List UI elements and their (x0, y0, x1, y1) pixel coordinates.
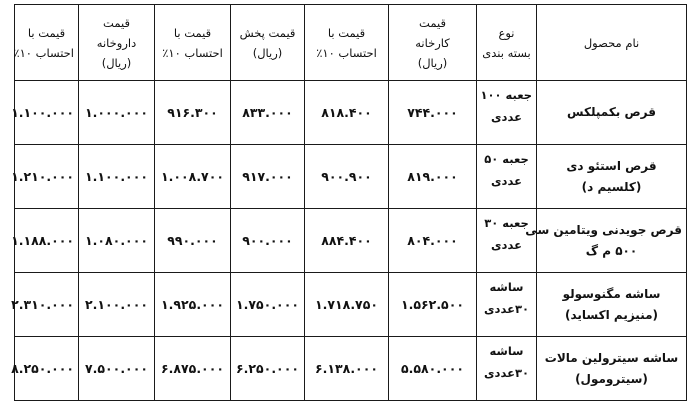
distribution-vat-cell: ۱.۹۲۵.۰۰۰ (155, 273, 231, 337)
pharmacy-vat-cell: ۱.۱۰۰.۰۰۰ (15, 81, 79, 145)
col-header-distribution-price: قیمت پخش (ریال) (231, 5, 305, 81)
price-table (11, 4, 687, 401)
packaging-cell: ساشه ۳۰عددی (477, 273, 537, 337)
pharmacy-vat-cell: ۱.۲۱۰.۰۰۰ (15, 145, 79, 209)
distribution-vat-cell: ۱.۰۰۸.۷۰۰ (155, 145, 231, 209)
pharmacy-price-cell: ۷.۵۰۰.۰۰۰ (79, 337, 155, 401)
col-header-factory-price: قیمت کارخانه (ریال) (389, 5, 477, 81)
table-row (15, 273, 687, 337)
distribution-price-cell: ۹۱۷.۰۰۰ (231, 145, 305, 209)
factory-vat-cell: ۱.۷۱۸.۷۵۰ (305, 273, 389, 337)
factory-vat-cell: ۹۰۰.۹۰۰ (305, 145, 389, 209)
col-header-distribution-vat: قیمت با احتساب ۱۰٪ (155, 5, 231, 81)
distribution-price-cell: ۱.۷۵۰.۰۰۰ (231, 273, 305, 337)
col-header-packaging: نوع بسته بندی (477, 5, 537, 81)
factory-price-cell: ۸۰۴.۰۰۰ (389, 209, 477, 273)
distribution-price-cell: ۶.۲۵۰.۰۰۰ (231, 337, 305, 401)
distribution-vat-cell: ۹۹۰.۰۰۰ (155, 209, 231, 273)
packaging-cell: جعبه ۱۰۰ عددی (477, 81, 537, 145)
pharmacy-price-cell: ۱.۰۰۰.۰۰۰ (79, 81, 155, 145)
table-row (15, 81, 687, 145)
col-header-product: نام محصول (537, 5, 687, 81)
table-row (15, 145, 687, 209)
distribution-vat-cell: ۹۱۶.۳۰۰ (155, 81, 231, 145)
table-row (15, 209, 687, 273)
factory-price-cell: ۷۴۴.۰۰۰ (389, 81, 477, 145)
product-name-cell: ساشه سیترولین مالات (سیترومول) (537, 337, 687, 401)
distribution-price-cell: ۹۰۰.۰۰۰ (231, 209, 305, 273)
distribution-vat-cell: ۶.۸۷۵.۰۰۰ (155, 337, 231, 401)
pharmacy-vat-cell: ۱.۱۸۸.۰۰۰ (15, 209, 79, 273)
packaging-cell: ساشه ۳۰عددی (477, 337, 537, 401)
product-name-cell: قرص استئو دی (کلسیم د) (537, 145, 687, 209)
pharmacy-price-cell: ۲.۱۰۰.۰۰۰ (79, 273, 155, 337)
factory-price-cell: ۸۱۹.۰۰۰ (389, 145, 477, 209)
factory-price-cell: ۱.۵۶۲.۵۰۰ (389, 273, 477, 337)
product-name-cell: ساشه مگنوسولو (منیزیم اکساید) (537, 273, 687, 337)
factory-vat-cell: ۸۸۴.۴۰۰ (305, 209, 389, 273)
header-row (15, 5, 687, 81)
col-header-pharmacy-vat: قیمت با احتساب ۱۰٪ (15, 5, 79, 81)
factory-vat-cell: ۸۱۸.۴۰۰ (305, 81, 389, 145)
pharmacy-vat-cell: ۲.۳۱۰.۰۰۰ (15, 273, 79, 337)
product-name-cell: قرص جویدنی ویتامین سی ۵۰۰ م گ (537, 209, 687, 273)
factory-vat-cell: ۶.۱۳۸.۰۰۰ (305, 337, 389, 401)
factory-price-cell: ۵.۵۸۰.۰۰۰ (389, 337, 477, 401)
packaging-cell: جعبه ۵۰ عددی (477, 145, 537, 209)
table-row (15, 337, 687, 401)
packaging-cell: جعبه ۳۰ عددی (477, 209, 537, 273)
col-header-pharmacy-price: قیمت داروخانه (ریال) (79, 5, 155, 81)
pharmacy-vat-cell: ۸.۲۵۰.۰۰۰ (15, 337, 79, 401)
col-header-factory-vat: قیمت با احتساب ۱۰٪ (305, 5, 389, 81)
product-name-cell: قرص بکمپلکس (537, 81, 687, 145)
pharmacy-price-cell: ۱.۱۰۰.۰۰۰ (79, 145, 155, 209)
distribution-price-cell: ۸۳۳.۰۰۰ (231, 81, 305, 145)
pharmacy-price-cell: ۱.۰۸۰.۰۰۰ (79, 209, 155, 273)
